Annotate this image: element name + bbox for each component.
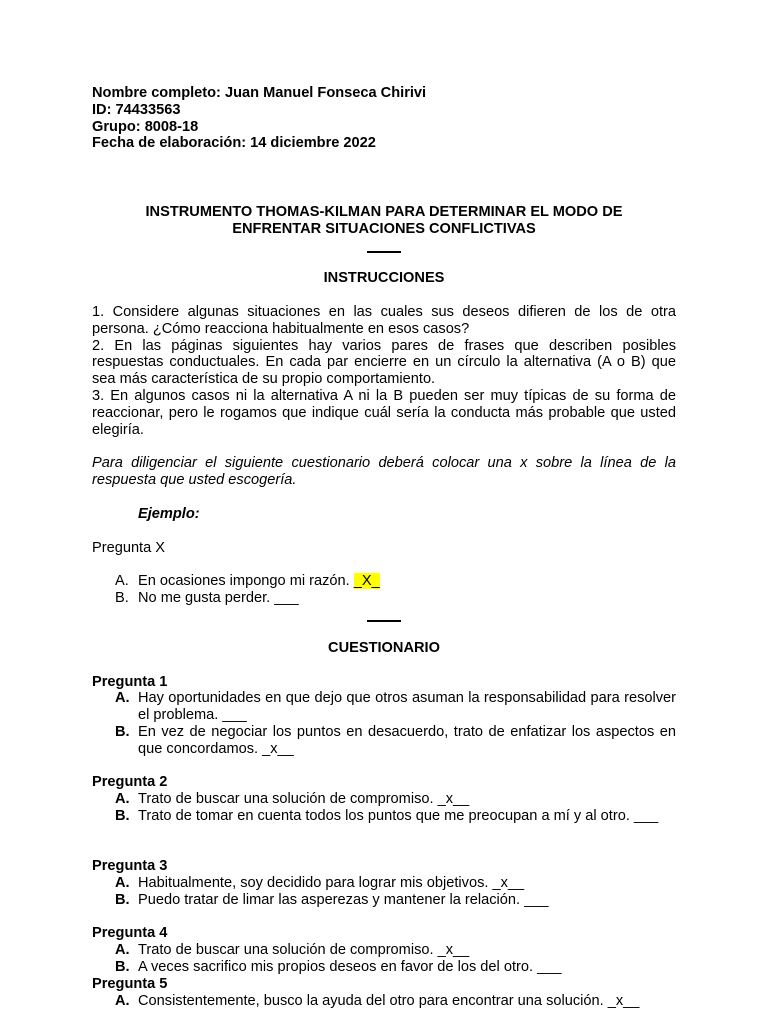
instructions-body (92, 304, 676, 438)
option-text: Trato de buscar una solución de compromiso. _x__ (138, 791, 470, 807)
option-text: En vez de negociar los puntos en desacuerdo, trato de enfatizar los aspectos en que concordamos. _x__ (138, 724, 676, 757)
instruction-3: 3. En algunos casos ni la alternativa A ni la B pueden ser muy típicas de su forma de reaccionar, pero le rogamos que indique cuál sería la conducta más probable que usted elegiría. (92, 387, 676, 438)
example-label: Ejemplo: (138, 506, 200, 522)
instruction-1: 1. Considere algunas situaciones en las cuales sus deseos difieren de los de otra persona. ¿Cómo reacciona habitualmente en esos casos? (92, 304, 676, 337)
group: Grupo: 8008-18 (92, 118, 199, 135)
option-letter: A. (115, 573, 129, 589)
option-text: Consistentemente, busco la ayuda del otro para encontrar una solución. _x__ (138, 993, 640, 1009)
option-letter: A. (115, 791, 130, 807)
option-letter: A. (115, 942, 130, 958)
question-4-option-b (115, 959, 676, 976)
question-2-option-a (115, 791, 676, 808)
document-title (92, 204, 676, 238)
separator-2 (367, 620, 401, 622)
highlighted-answer-mark: _X_ (353, 573, 380, 589)
full-name: Nombre completo: Juan Manuel Fonseca Chirivi (92, 85, 427, 101)
question-4-option-a (115, 942, 676, 959)
option-text: Trato de buscar una solución de compromiso. _x__ (138, 942, 470, 958)
option-text: Hay oportunidades en que dejo que otros asuman la responsabilidad para resolver el problema. ___ (138, 690, 676, 723)
title-line-2: ENFRENTAR SITUACIONES CONFLICTIVAS (232, 220, 536, 237)
option-text: A veces sacrifico mis propios deseos en favor de los del otro. ___ (138, 959, 562, 975)
question-3-label: Pregunta 3 (92, 858, 168, 874)
instructions-note: Para diligenciar el siguiente cuestionario deberá colocar una x sobre la línea de la respuesta que usted escogería. (92, 455, 676, 488)
question-3-option-a (115, 875, 676, 892)
option-text: En ocasiones impongo mi razón. (138, 573, 350, 589)
example-option-b (115, 590, 676, 607)
question-1-option-b (115, 724, 676, 758)
question-1-label: Pregunta 1 (92, 674, 168, 690)
option-letter: A. (115, 875, 130, 891)
instructions-heading: INSTRUCCIONES (323, 270, 445, 286)
question-1-option-a (115, 690, 676, 724)
student-id: ID: 74433563 (92, 101, 181, 118)
question-4-label: Pregunta 4 (92, 925, 168, 941)
example-question: Pregunta X (92, 540, 166, 556)
option-letter: A. (115, 993, 130, 1009)
option-text: No me gusta perder. ___ (138, 590, 299, 606)
option-letter: B. (115, 590, 129, 606)
option-letter: B. (115, 892, 130, 908)
question-2-option-b (115, 808, 676, 825)
date: Fecha de elaboración: 14 diciembre 2022 (92, 135, 376, 152)
separator-1 (367, 251, 401, 253)
question-3-option-b (115, 892, 676, 909)
option-text: Habitualmente, soy decidido para lograr mis objetivos. _x__ (138, 875, 525, 891)
option-letter: B. (115, 724, 130, 740)
question-5-label: Pregunta 5 (92, 976, 168, 992)
option-letter: B. (115, 959, 130, 975)
example-option-a (115, 573, 676, 590)
question-2-label: Pregunta 2 (92, 774, 168, 790)
question-5-option-a (115, 993, 676, 1010)
student-info (92, 85, 426, 152)
instruction-2: 2. En las páginas siguientes hay varios pares de frases que describen posibles respuestas conductuales. En cada par encierre en un círculo la alternativa (A o B) que sea más característica de su propio comportamiento. (92, 337, 676, 388)
option-text: Puedo tratar de limar las asperezas y mantener la relación. ___ (138, 892, 549, 908)
option-letter: B. (115, 808, 130, 824)
option-text: Trato de tomar en cuenta todos los puntos que me preocupan a mí y al otro. ___ (138, 808, 659, 824)
option-letter: A. (115, 690, 130, 706)
title-line-1: INSTRUMENTO THOMAS-KILMAN PARA DETERMINAR EL MODO DE (145, 204, 623, 220)
questionnaire-heading: CUESTIONARIO (328, 640, 440, 656)
